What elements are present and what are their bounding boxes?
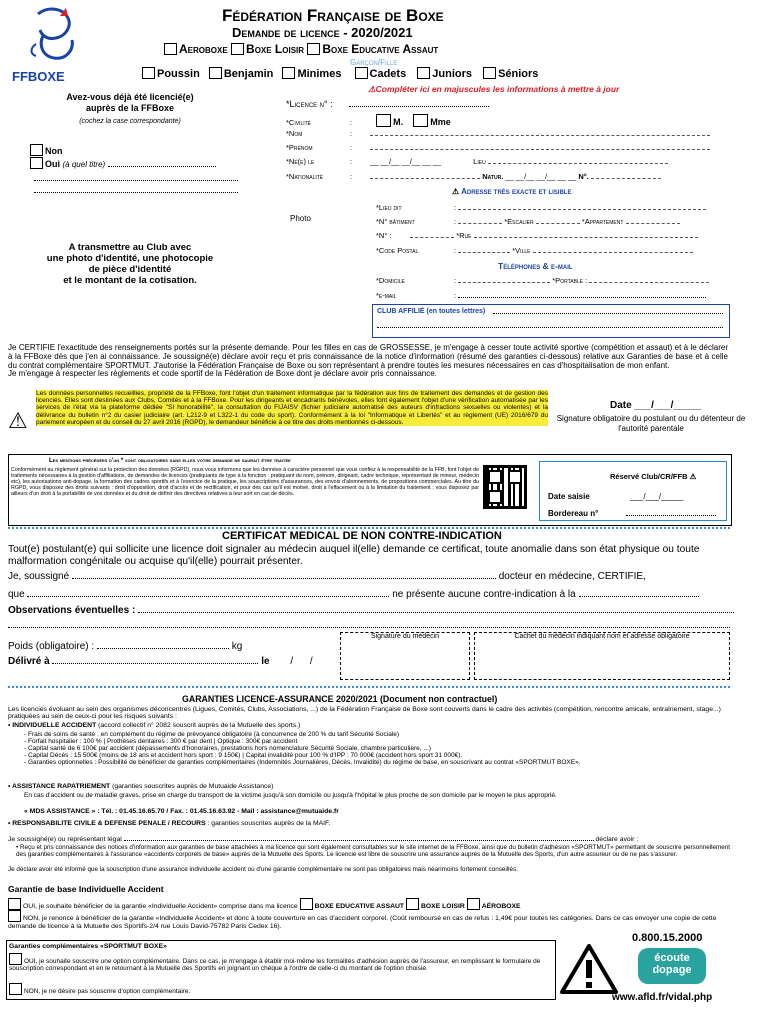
poussin-checkbox[interactable] <box>142 67 155 79</box>
ia-item-4: - Capital Décès : 15 500€ (moins de 18 ans et accident hors sport : 9 150€) | Capital invalidité pour 100 % d'IPP : 70 000€ (accident hors sport 31 000€). <box>24 752 463 760</box>
comp-non-label: NON, je ne désire pas souscrire d'option complémentaire. <box>24 988 191 995</box>
certify-p2: Je m'engage à respecter les règlements et code sportif de la Fédération de Boxe dont je déclare avoir pris connaissance. <box>8 369 437 379</box>
soussigne-row <box>8 836 638 843</box>
signature-label: Signature obligatoire du postulant ou du détenteur de l'autorité parentale <box>556 414 746 433</box>
antidoping-phone: 0.800.15.2000 <box>632 932 703 944</box>
domicile-row: *Domicile : *Portable : <box>376 276 709 285</box>
licence-input[interactable] <box>349 106 489 107</box>
prenom-row: *Prénom : <box>286 143 710 152</box>
certify-text <box>8 344 728 379</box>
birth-date-input[interactable]: __ __/__ __/__ __ __ <box>370 157 442 166</box>
sig-med-label: Signature du médecin <box>370 633 440 640</box>
natur-label: Natur. <box>482 172 504 181</box>
je-soussigne-label: Je, soussigné <box>8 571 70 582</box>
warning-icon: ⚠ <box>689 472 697 481</box>
insurance-title: GARANTIES LICENCE-ASSURANCE 2020/2021 (Document non contractuel) <box>182 694 498 704</box>
doc-subtitle: Demande de licence - 2020/2021 <box>232 25 413 40</box>
email-input[interactable] <box>458 297 706 298</box>
club-label: CLUB AFFILIÉ (en toutes lettres) <box>377 308 486 315</box>
ia-title: • INDIVIDUELLE ACCIDENT <box>8 722 97 729</box>
cadets-label: Cadets <box>369 68 407 80</box>
delivre-date-input[interactable]: / / <box>290 656 313 667</box>
natur-no-label: N°. <box>578 172 589 181</box>
category-row <box>142 67 538 80</box>
lieu-dit-label: *Lieu dit <box>376 203 402 212</box>
medical-title: CERTIFICAT MEDICAL DE NON CONTRE-INDICATION <box>222 530 502 542</box>
nationalite-input[interactable] <box>370 172 480 179</box>
declare-text-2: Je déclare avoir été informé que la souscription d'une assurance individuelle accident ou d'une garantie complémentaire ne sont pas obligatoires mais néanmoins fortement conseillés. <box>8 866 518 873</box>
rue-label: *Rue <box>456 231 472 240</box>
date-field[interactable]: Date ___/___/_____ <box>610 400 702 411</box>
gdpr-notice <box>8 390 548 448</box>
nationalite-row: *Nationalité : Natur. __ __/__ __/__ __ __ N°. <box>286 172 661 181</box>
ar-sub: (garanties souscrites auprès de Mutuaide Assistance) <box>112 783 274 790</box>
presente-label: ne présente aucune contre-indication à la <box>392 589 576 600</box>
comp-non-checkbox[interactable] <box>9 983 22 995</box>
bordereau-label: Bordereau n° <box>548 509 599 518</box>
medical-intro: Tout(e) postulant(e) qui sollicite une licence doit signaler au médecin auquel il(elle) demande ce certificat, toute anomalie dans son état physique ou toute malformation congénitale ou acquise qu'il(elle) pourrait présenter. <box>8 544 700 567</box>
mds-contact: « MDS ASSISTANCE » : Tél. : 01.45.16.65.70 / Fax. : 01.45.16.63.92 - Mail : assistance@mutuaide.fr <box>24 808 339 815</box>
ecoute-text: écoute <box>654 952 690 964</box>
soussigne-label: Je soussigné(e) ou représentant légal <box>8 836 122 843</box>
club-box[interactable] <box>372 304 730 338</box>
oui-hint: (à quel titre) <box>62 160 106 169</box>
oui-option <box>30 157 216 171</box>
rooster-icon <box>8 4 98 64</box>
lieu-label: Lieu <box>473 157 486 166</box>
warning-icon: ⚠ <box>368 84 376 94</box>
domicile-input[interactable] <box>458 276 550 283</box>
rgpd-box <box>8 454 732 526</box>
observations-input[interactable] <box>138 612 734 613</box>
transmit-line4: et le montant de la cotisation. <box>63 275 197 286</box>
rc-sub: : garanties souscrites auprès de la MAIF. <box>207 820 331 827</box>
batiment-input[interactable] <box>458 217 502 224</box>
observations-line2[interactable] <box>8 627 730 628</box>
cp-row: *Code Postal : *Ville <box>376 246 693 255</box>
observations-row <box>8 605 734 616</box>
gdpr-yellow-text: Les données personnelles recueillies, propriété de la FFBoxe, font l'objet d'un traitement informatique par la fédération aux fins de traitement des demandes et de gestion des licenciés. Elles sont destinées aux Clubs, Comités et à la FFBoxe. Pour les dirigeants et encadrants bénévoles, elles font également l'objet d'une vérification automatisée par les services de l'état via la plateforme dédiée "SI honorabilité", la consultation du FIJAISV (fichier judiciaire automatisé des auteurs d'infractions sexuelles ou violentes) et la délivrance du bulletin n°2 du casier judiciaire (art. L212-9 et L322-1 du code du sport). Conformément à la loi "Informatique et Libertés" et au règlement (UE) 2016/679 du parlement européen et du conseil du 27 avril 2016 (RGPD), le demandeur bénéficie à ce titre des droits mentionnés ci-dessous. <box>36 390 548 426</box>
license-types <box>164 42 438 56</box>
minimes-label: Minimes <box>297 68 342 80</box>
opt-educative-checkbox[interactable] <box>300 898 313 910</box>
m-checkbox[interactable] <box>376 114 391 127</box>
separator-dots <box>8 527 730 529</box>
aeroboxe-checkbox[interactable] <box>164 43 177 55</box>
juniors-label: Juniors <box>432 68 472 80</box>
medical-que-row <box>8 589 699 600</box>
reserved-box <box>539 461 727 521</box>
reserved-label: Réservé Club/CR/FFB <box>610 472 688 481</box>
rue-input[interactable] <box>474 231 698 238</box>
rgpd-title: Les mentions précédées d'un * sont obligatoires sans elles votre demande ne saurait être traitée <box>49 457 291 464</box>
ia-item-3: - Capital santé de 6 100€ par accident (dépassements d'honoraires, prestations hors nomenclature Sécurité Sociale, chambre particulière, ...) <box>24 745 431 753</box>
warning-icon: ⚠ <box>8 408 28 433</box>
doctor-name-input[interactable] <box>72 578 496 579</box>
opt-educative-label: BOXE EDUCATIVE ASSAUT <box>314 903 405 910</box>
rc-row <box>8 820 330 827</box>
ia-sub: (accord collectif n° 2082 souscrit auprès de la Mutuelle des sports.) <box>98 722 301 729</box>
code-postal-label: *Code Postal <box>376 246 419 255</box>
oui-title-field[interactable] <box>108 166 216 167</box>
soussigne-input[interactable] <box>124 840 594 841</box>
le-label: le <box>261 656 270 667</box>
ia-item-5: - Garanties optionnelles : Possibilité de bénéficier de garanties complémentaires (Indemnités Journalières, Décès, Invalidité) du régime de base, en souscrivant au contrat «SPORTMUT BOXE». <box>24 759 581 767</box>
seniors-label: Séniors <box>498 68 539 80</box>
licence-row <box>286 99 489 109</box>
cadets-checkbox[interactable] <box>355 67 368 79</box>
ffb-logo <box>8 4 98 84</box>
opt-aeroboxe-checkbox[interactable] <box>467 898 480 910</box>
oui-line3[interactable] <box>34 192 238 193</box>
q-licensed <box>20 92 240 114</box>
reserved-title <box>610 472 696 481</box>
q-line2: auprès de la FFBoxe <box>85 103 175 113</box>
benjamin-checkbox[interactable] <box>209 67 222 79</box>
domicile-label: *Domicile <box>376 276 405 285</box>
insurance-intro: Les licenciés évoluant au sein des organismes déconcentrés (Ligues, Comités, Clubs, Associations, ...) de la Fédération Française de Boxe sont couverts dans le cadre des activités (compétition, rencontre amicale, entraînement, stage...) pratiquées au sein de ceux-ci pour les risques suivants : <box>8 706 721 721</box>
comp-oui-row <box>9 953 547 972</box>
ia-item-1: - Frais de soins de santé : en complément du régime de prévoyance obligatoire (à concurrence de 200 % du tarif Sécurité Sociale) <box>24 731 400 738</box>
natur-date-input[interactable]: __ __/__ __/__ __ __ <box>505 172 577 181</box>
non-checkbox[interactable] <box>30 144 43 156</box>
patient-name-input[interactable] <box>27 596 389 597</box>
ia-row <box>8 722 300 729</box>
appartement-label: *Appartement <box>581 217 624 226</box>
escalier-input[interactable] <box>536 217 580 224</box>
aeroboxe-label: Aeroboxe <box>179 42 228 56</box>
prenom-label: *Prénom <box>286 143 313 152</box>
nom-label: *Nom <box>286 129 303 138</box>
q-hint: (cochez la case correspondante) <box>79 118 181 125</box>
warning-icon <box>560 944 618 994</box>
non-option <box>30 144 63 157</box>
que-label: que <box>8 589 25 600</box>
ia-item-2: - Forfait hospitalier : 100 % | Prothèses dentaires : 300 € par dent | Optique : 300€ par accident <box>24 738 298 746</box>
civilite-label: *Civilité <box>286 118 312 127</box>
dopage-text: dopage <box>652 964 692 976</box>
base-oui-row <box>8 898 521 910</box>
ecoute-dopage-logo <box>638 948 706 984</box>
appartement-input[interactable] <box>626 217 680 224</box>
non-label: Non <box>45 146 63 156</box>
m-label: M. <box>393 117 404 127</box>
portable-input[interactable] <box>589 276 709 283</box>
delivre-label: Délivré à <box>8 656 50 667</box>
update-note-text: Compléter ici en majuscules les informations à mettre à jour <box>375 84 620 94</box>
boxe-educative-label: Boxe Educative Assaut <box>322 42 439 56</box>
gender-label: Garçon/Fille <box>350 58 398 67</box>
address-title-text: Adresse très exacte et lisible <box>461 187 572 196</box>
prenom-input[interactable] <box>370 143 710 150</box>
lieu-dit-row: *Lieu dit : <box>376 203 706 212</box>
rgpd-body: Conformément au règlement général sur la protection des données (RGPD), nous vous informons que les données à caractère personnel que vous confiez à la responsabilité de la FFB, font l'objet de traitements nécessaires à la gestion d'affiliations, de demandes de licences (pratiquants de type à la fonction : pratiquant du nom, prénom, dirigeant, cadre technique, représentant de mineur, médecin etc), les autorisations anti-dopage, la formation des cadres sportifs et à l'exercice de la pratique, les souscriptions d'assurances, des envois d'abonnements, de propositions commerciales. Au titre du RGPD, vous disposez des droits suivants : droit d'opposition, droit d'accès et de rectification, et pour des cas qu'il est motivé, droit à l'effacement ou à la limitation du traitement ; vous disposez par ailleurs d'un droit à la portabilité de vos données et du droit de définir des directives relatives à leur sort en cas de décès. <box>11 467 479 497</box>
date-saisie-label: Date saisie <box>548 492 590 501</box>
mme-checkbox[interactable] <box>413 114 428 127</box>
logo-text: FFBOXE <box>12 69 65 84</box>
address-title <box>452 187 571 196</box>
ne-le-label: *Né(e) le <box>286 157 315 166</box>
poids-label: Poids (obligatoire) : <box>8 641 95 652</box>
juniors-checkbox[interactable] <box>417 67 430 79</box>
comp-oui-label: OUI, je souhaite souscrire une option complémentaire. Dans ce cas, je m'engage à établir moi-même les formalités d'adhésion auprès de l'assureur, en remplissant le formulaire de souscription correspondant et en le retournant à la Mutuelle des Sportifs en joignant un chèque à l'ordre de celle-ci du montant de l'option choisie. <box>9 958 541 973</box>
rc-title: • RESPONSABILITE CIVILE & DEFENSE PENALE / RECOURS <box>8 820 206 827</box>
club-line1 <box>493 313 723 314</box>
poids-input[interactable] <box>97 648 229 649</box>
club-line2 <box>377 327 723 328</box>
declare-text: • Reçu et pris connaissance des notices d'information aux garanties de base attachées à ma licence qui sont également consultables sur le site internet de la FFBoxe, ainsi que du bulletin d'adhésion «SPORTMUT» permettant de souscrire personnellement des garanties complémentaires à l'assurance «accidents corporels de base» auprès de la Mutuelle des Sports. Le licencié est libre de souscrire une assurance auprès de la Mutuelle des Sports, d'un autre assureur ou de ne pas s'assurer. <box>16 844 730 858</box>
portable-label: *Portable : <box>552 276 588 285</box>
poussin-label: Poussin <box>157 68 200 80</box>
oui-label: Oui <box>45 159 60 169</box>
oui-line2[interactable] <box>34 180 238 181</box>
natur-no-input[interactable] <box>591 172 661 179</box>
batiment-label: *N° bâtiment <box>376 217 415 226</box>
cachet-box[interactable] <box>474 632 730 680</box>
poids-row <box>8 641 242 652</box>
afld-link[interactable]: www.afld.fr/vidal.php <box>612 992 713 1003</box>
delivre-row <box>8 656 313 667</box>
benjamin-label: Benjamin <box>223 68 274 80</box>
lieu-dit-input[interactable] <box>458 203 706 210</box>
ar-title: • ASSISTANCE RAPATRIEMENT <box>8 783 111 790</box>
base-title: Garantie de base Individuelle Accident <box>8 884 164 894</box>
opt-loisir-label: BOXE LOISIR <box>420 903 465 910</box>
oui-checkbox[interactable] <box>30 157 43 169</box>
q-line1: Avez-vous déjà été licencié(e) <box>66 92 194 102</box>
nom-row: *Nom : <box>286 129 710 138</box>
sport-input[interactable] <box>579 596 699 597</box>
update-note <box>368 84 619 95</box>
observations-label: Observations éventuelles : <box>8 605 136 616</box>
transmit-line3: de pièce d'identité <box>88 264 172 275</box>
ia-list <box>24 731 730 766</box>
num-input[interactable] <box>410 231 454 238</box>
ar-text: En cas d'accident ou de maladie graves, prise en charge du transport de la victime jusqu'à son domicile ou jusqu'à l'hôpital le plus proche de son domicile par le moyen le plus approprié. <box>24 792 557 799</box>
birth-row: *Né(e) le : __ __/__ __/__ __ __ Lieu <box>286 157 668 166</box>
declare-label: déclare avoir : <box>595 836 639 843</box>
base-oui-checkbox[interactable] <box>8 898 21 910</box>
transmit-line1: A transmettre au Club avec <box>68 242 192 253</box>
ville-input[interactable] <box>533 246 693 253</box>
seniors-checkbox[interactable] <box>483 67 496 79</box>
email-label: *e-mail <box>376 291 397 300</box>
doc-title: Fédération Française de Boxe <box>222 6 444 25</box>
qr-code[interactable] <box>483 465 527 509</box>
boxe-loisir-label: Boxe Loisir <box>246 42 305 56</box>
cachet-label: Cachet du médecin indiquant nom et adresse obligatoire <box>514 633 690 640</box>
nationalite-label: *Nationalité <box>286 172 324 181</box>
separator-dots-2 <box>8 686 730 688</box>
bordereau-input[interactable] <box>626 515 716 516</box>
ar-row <box>8 783 273 790</box>
escalier-label: *Escalier <box>504 217 534 226</box>
date-saisie-input[interactable]: ___/___/_____ <box>630 492 684 501</box>
complementary-box <box>6 940 556 1000</box>
rue-row <box>376 231 698 240</box>
nom-input[interactable] <box>370 129 710 136</box>
base-non-checkbox[interactable] <box>8 910 21 922</box>
civilite-row: *Civilité : M. Mme <box>286 114 451 127</box>
sig-med-box[interactable] <box>340 632 470 680</box>
ville-label: *Ville <box>512 246 531 255</box>
minimes-checkbox[interactable] <box>282 67 295 79</box>
opt-loisir-checkbox[interactable] <box>406 898 419 910</box>
delivre-input[interactable] <box>52 663 258 664</box>
boxe-educative-checkbox[interactable] <box>307 43 320 55</box>
docteur-label: docteur en médecine, CERTIFIE, <box>498 571 646 582</box>
lieu-input[interactable] <box>488 157 668 164</box>
transmit-text <box>20 242 240 286</box>
transmit-line2: une photo d'identité, une photocopie <box>46 253 214 264</box>
base-oui-label: OUI, je souhaite bénéficier de la garantie «Individuelle Accident» comprise dans ma licence <box>23 903 298 910</box>
phones-title: Téléphones & e-mail <box>498 261 573 271</box>
comp-non-row <box>9 983 190 995</box>
email-row: *e-mail : <box>376 291 706 300</box>
certify-p1: Je CERTIFIE l'exactitude des renseignements portés sur la présente demande. Pour les filles en cas de GROSSESSE, je m'engage à cesser toute activité sportive (compétition et assaut) et à le déclarer à la FFBoxe dès que j'en ai connaissance. Je soussigné(e) déclare avoir reçu et pris connaissance de la notice d'information (résumé des garanties ci-dessous) relative aux Garanties de base et à celle du contrat complémentaire SPORTMUT. J'autorise la Fédération Française de Boxe ou son représentant à prendre toutes les mesures nécessaires en cas d'hospitalisation de mon enfant. <box>8 343 728 370</box>
code-postal-input[interactable] <box>458 246 510 253</box>
mme-label: Mme <box>430 117 451 127</box>
boxe-loisir-checkbox[interactable] <box>231 43 244 55</box>
num-label: *N° : <box>376 231 392 240</box>
kg-label: kg <box>231 641 243 652</box>
photo-label: Photo <box>290 214 311 223</box>
comp-title: Garanties complémentaires «SPORTMUT BOXE» <box>9 943 167 950</box>
licence-label: *Licence n° : <box>286 99 333 109</box>
medical-je-row <box>8 571 646 582</box>
base-non-label: NON, je renonce à bénéficier de la garantie «Individuelle Accident» et donc à toute couverture en cas d'accident corporel. (Coût remboursé en cas de refus : 1,49€ pour toutes les catégories. Dans ce cas envoyer une copie de cette demande de licence à la Mutuelle des Sportifs-2/4 rue Louis David-75782 Paris Cedex 16). <box>8 915 717 931</box>
batiment-row: *N° bâtiment : *Escalier *Appartement <box>376 217 680 226</box>
warning-icon: ⚠ <box>452 187 460 196</box>
opt-aeroboxe-label: AÉROBOXE <box>481 903 521 910</box>
comp-oui-checkbox[interactable] <box>9 953 22 965</box>
base-non-row <box>8 910 730 932</box>
